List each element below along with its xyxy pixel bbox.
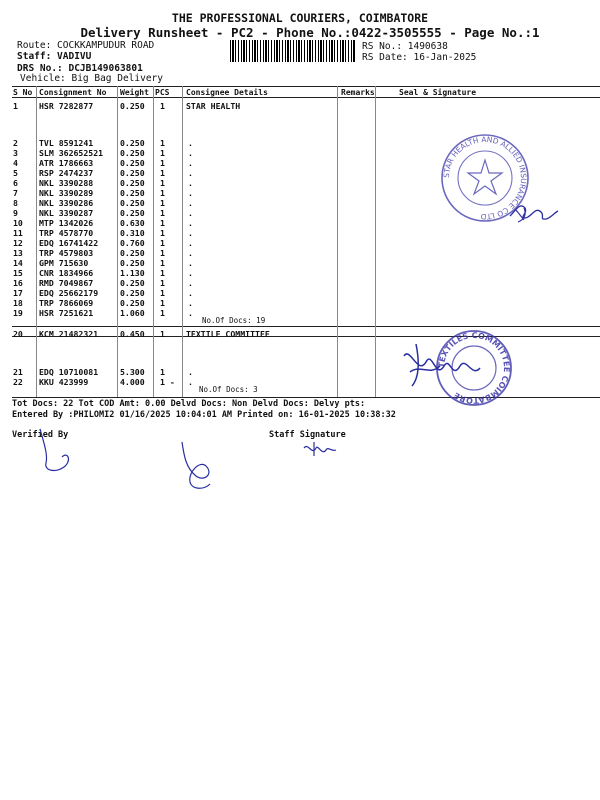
row-sno: 15 (13, 268, 23, 278)
textile-stamp (396, 328, 536, 408)
row-wt: 0.250 (120, 298, 145, 308)
row-wt: 0.760 (120, 238, 145, 248)
barcode-image (230, 40, 356, 62)
row-sno: 9 (13, 208, 18, 218)
table-header-border (12, 97, 600, 98)
row-cno: GPM 715630 (39, 258, 89, 268)
staff-signature-label: Staff Signature (269, 430, 346, 440)
row-sno: 4 (13, 158, 18, 168)
row-det: . (188, 148, 193, 158)
vehicle-label: Vehicle: Big Bag Delivery (20, 73, 163, 84)
row-pcs: 1 (160, 367, 165, 377)
row-pcs: 1 (160, 268, 165, 278)
row-sno: 11 (13, 228, 23, 238)
col-consignee: Consignee Details (186, 88, 268, 97)
row-sno: 13 (13, 248, 23, 258)
row-cno: TRP 4578770 (39, 228, 94, 238)
row-det: . (188, 308, 193, 318)
group1-doc-count: No.Of Docs: 19 (202, 316, 266, 325)
row-wt: 0.310 (120, 228, 145, 238)
col-sno: S No (13, 88, 33, 97)
row-wt: 0.250 (120, 278, 145, 288)
row-cno: TVL 8591241 (39, 138, 94, 148)
row-pcs: 1 (160, 101, 165, 111)
row-det: . (188, 367, 193, 377)
row-cno: HSR 7251621 (39, 308, 94, 318)
row-det: . (188, 298, 193, 308)
row-pcs: 1 (160, 198, 165, 208)
row-det: . (188, 278, 193, 288)
row-cno: NKL 3390289 (39, 188, 94, 198)
row-wt: 0.630 (120, 218, 145, 228)
row-sno: 2 (13, 138, 18, 148)
row-wt: 1.060 (120, 308, 145, 318)
row-det: . (188, 377, 193, 387)
row-cno: NKL 3390287 (39, 208, 94, 218)
row-pcs: 1 (160, 178, 165, 188)
row-pcs: 1 (160, 158, 165, 168)
staff-label: Staff: VADIVU (17, 51, 92, 62)
row-cno: EDQ 25662179 (39, 288, 99, 298)
row-sno: 14 (13, 258, 23, 268)
row-det: . (188, 218, 193, 228)
row-det: . (188, 168, 193, 178)
row-wt: 0.250 (120, 248, 145, 258)
row-pcs: 1 (160, 298, 165, 308)
row-pcs: 1 - (160, 377, 175, 387)
verified-by-label: Verified By (12, 430, 69, 440)
row-wt: 0.250 (120, 198, 145, 208)
row-det: . (188, 228, 193, 238)
row-cno: RSP 2474237 (39, 168, 94, 178)
row-pcs: 1 (160, 288, 165, 298)
row-sno: 12 (13, 238, 23, 248)
row-cno: NKL 3390288 (39, 178, 94, 188)
staff-signature-mark (170, 438, 230, 498)
row-wt: 0.250 (120, 288, 145, 298)
row-wt: 0.250 (120, 148, 145, 158)
row-cno: HSR 7282877 (39, 101, 94, 111)
row-wt: 5.300 (120, 367, 145, 377)
row-wt: 1.130 (120, 268, 145, 278)
row-cno: CNR 1834966 (39, 268, 94, 278)
row-sno: 10 (13, 218, 23, 228)
row-pcs: 1 (160, 258, 165, 268)
row-pcs: 1 (160, 248, 165, 258)
col-weight: Weight (120, 88, 149, 97)
row-cno: TRP 7866069 (39, 298, 94, 308)
totals-line: Tot Docs: 22 Tot COD Amt: 0.00 Delvd Docs: Non Delvd Docs: Delvy pts: (12, 399, 366, 409)
row-wt: 4.000 (120, 377, 145, 387)
row-sno: 16 (13, 278, 23, 288)
row-pcs: 1 (160, 188, 165, 198)
row-det: . (188, 248, 193, 258)
row-sno: 1 (13, 101, 18, 111)
row-wt: 0.250 (120, 138, 145, 148)
row-wt: 0.250 (120, 101, 145, 111)
route-label: Route: COCKKAMPUDUR ROAD (17, 40, 155, 51)
row-wt: 0.250 (120, 158, 145, 168)
runsheet-title: Delivery Runsheet - PC2 - Phone No.:0422-3505555 - Page No.:1 (80, 25, 540, 40)
row-pcs: 1 (160, 278, 165, 288)
row-det: . (188, 288, 193, 298)
row-sno: 21 (13, 367, 23, 377)
company-title: THE PROFESSIONAL COURIERS, COIMBATORE (171, 11, 429, 25)
row-sno: 8 (13, 198, 18, 208)
star-health-stamp-text: STAR HEALTH AND ALLIED INSURANCE CO LTD (441, 134, 529, 222)
row-cno: EDQ 10710081 (39, 367, 99, 377)
row-pcs: 1 (160, 168, 165, 178)
row-pcs: 1 (160, 228, 165, 238)
consignee-textile: TEXTILE COMMITTEE (186, 329, 270, 339)
row-wt: 0.250 (120, 188, 145, 198)
row-cno: KCM 21482321 (39, 329, 99, 339)
row-wt: 0.250 (120, 178, 145, 188)
row-sno: 22 (13, 377, 23, 387)
row-sno: 17 (13, 288, 23, 298)
row-pcs: 1 (160, 138, 165, 148)
row-cno: NKL 3390286 (39, 198, 94, 208)
row-pcs: 1 (160, 148, 165, 158)
row-det: . (188, 258, 193, 268)
row-sno: 5 (13, 168, 18, 178)
row-det: . (188, 138, 193, 148)
row-sno: 7 (13, 188, 18, 198)
col-consignment: Consignment No (39, 88, 107, 97)
group-separator (12, 326, 600, 327)
row-sno: 3 (13, 148, 18, 158)
row-sno: 19 (13, 308, 23, 318)
row-wt: 0.450 (120, 329, 145, 339)
staff-initials (300, 438, 340, 460)
row-cno: EDQ 16741422 (39, 238, 99, 248)
row-cno: ATR 1786663 (39, 158, 94, 168)
table-top-border (12, 86, 600, 87)
row-sno: 18 (13, 298, 23, 308)
rs-date: RS Date: 16-Jan-2025 (362, 52, 477, 63)
row-pcs: 1 (160, 308, 165, 318)
row-det: . (188, 188, 193, 198)
row-wt: 0.250 (120, 208, 145, 218)
row-pcs: 1 (160, 329, 165, 339)
group2-doc-count: No.Of Docs: 3 (199, 385, 258, 394)
row-cno: MTP 1342026 (39, 218, 94, 228)
verifier-signature (30, 425, 100, 480)
row-det: . (188, 158, 193, 168)
row-sno: 20 (13, 329, 23, 339)
row-det: . (188, 198, 193, 208)
consignee-star-health: STAR HEALTH (186, 101, 241, 111)
col-remarks: Remarks (341, 88, 375, 97)
row-cno: KKU 423999 (39, 377, 89, 387)
row-cno: SLM 362652521 (39, 148, 104, 158)
row-det: . (188, 238, 193, 248)
row-wt: 0.250 (120, 258, 145, 268)
entered-by-line: Entered By :PHILOMI2 01/16/2025 10:04:01 AM Printed on: 16-01-2025 10:38:32 (12, 410, 396, 420)
drs-number: DRS No.: DCJB149063801 (17, 63, 143, 74)
row-pcs: 1 (160, 238, 165, 248)
row-pcs: 1 (160, 218, 165, 228)
row-cno: TRP 4579803 (39, 248, 94, 258)
row-cno: RMD 7049867 (39, 278, 94, 288)
textile-stamp-text: TEXTILES COMMITTEE COIMBATORE (436, 330, 512, 406)
row-det: . (188, 178, 193, 188)
col-pcs: PCS (155, 88, 170, 97)
row-pcs: 1 (160, 208, 165, 218)
row-det: . (188, 208, 193, 218)
row-det: . (188, 268, 193, 278)
col-seal: Seal & Signature (399, 88, 477, 97)
star-health-stamp (436, 128, 566, 238)
rs-number: RS No.: 1490638 (362, 41, 448, 52)
row-sno: 6 (13, 178, 18, 188)
row-wt: 0.250 (120, 168, 145, 178)
